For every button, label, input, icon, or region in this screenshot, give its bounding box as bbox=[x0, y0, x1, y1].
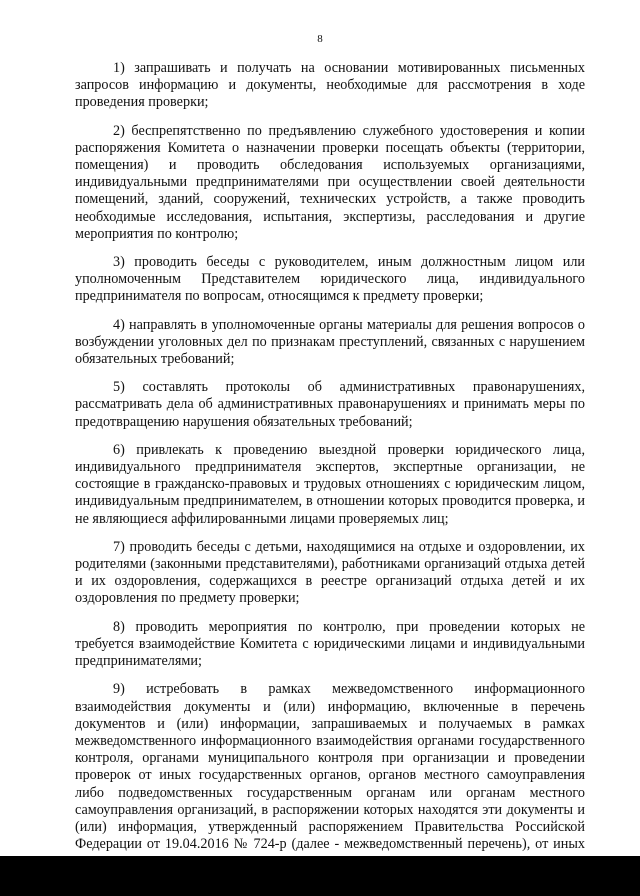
scan-bottom-edge bbox=[0, 856, 640, 896]
paragraph-2: 2) беспрепятственно по предъявлению служебного удостоверения и копии распоряжения Комитета о назначении проверки посещать объекты (территории, помещения) и проводить обследования используемых организациями, индивидуальными предпринимателями при осуществлении своей деятельности помещений, зданий, сооружений, технических устройств, а также проводить необходимые исследования, испытания, экспертизы, расследования и другие мероприятия по контролю; bbox=[75, 122, 585, 242]
paragraph-4: 4) направлять в уполномоченные органы материалы для решения вопросов о возбуждении уголовных дел по признакам преступлений, связанных с нарушением обязательных требований; bbox=[75, 316, 585, 368]
paragraph-1: 1) запрашивать и получать на основании мотивированных письменных запросов информацию и документы, необходимые для рассмотрения в ходе проведения проверки; bbox=[75, 60, 585, 111]
paragraph-9: 9) истребовать в рамках межведомственного информационного взаимодействия документы и (или) информацию, включенные в перечень документов и (или) информации, запрашиваемых и получаемых в рамках межведомственного информационного взаимодействия органами государственного контроля, органами муниципального контроля при организации и проведении проверок от иных государственных органов, органов местного самоуправления либо подведомственных государственным органам или органам местного самоуправления организаций, в распоряжении которых находятся эти документы и (или) информация, утвержденный распоряжением Правительства Российской Федерации от 19.04.2016 № 724-р (далее - межведомственный перечень), от иных bbox=[75, 681, 585, 853]
document-body bbox=[75, 60, 585, 871]
page-number: 8 bbox=[317, 33, 323, 45]
paragraph-8: 8) проводить мероприятия по контролю, при проведении которых не требуется взаимодействие Комитета с юридическими лицами и индивидуальными предпринимателями; bbox=[75, 618, 585, 670]
paragraph-7: 7) проводить беседы с детьми, находящимися на отдыхе и оздоровлении, их родителями (законными представителями), работниками организаций отдыха детей и их оздоровления, содержащихся в реестре организаций отдыха детей и их оздоровления по предмету проверки; bbox=[75, 538, 585, 607]
paragraph-5: 5) составлять протоколы об административных правонарушениях, рассматривать дела об административных правонарушениях и принимать меры по предотвращению нарушения обязательных требований; bbox=[75, 379, 585, 430]
paragraph-6: 6) привлекать к проведению выездной проверки юридического лица, индивидуального предпринимателя экспертов, экспертные организации, не состоящие в гражданско-правовых и трудовых отношениях с юридическим лицом, индивидуальным предпринимателем, в отношении которых проводится проверка, и не являющиеся аффилированными лицами проверяемых лиц; bbox=[75, 441, 585, 527]
paragraph-3: 3) проводить беседы с руководителем, иным должностным лицом или уполномоченным Представителем юридического лица, индивидуального предпринимателя по вопросам, относящимся к предмету проверки; bbox=[75, 254, 585, 305]
